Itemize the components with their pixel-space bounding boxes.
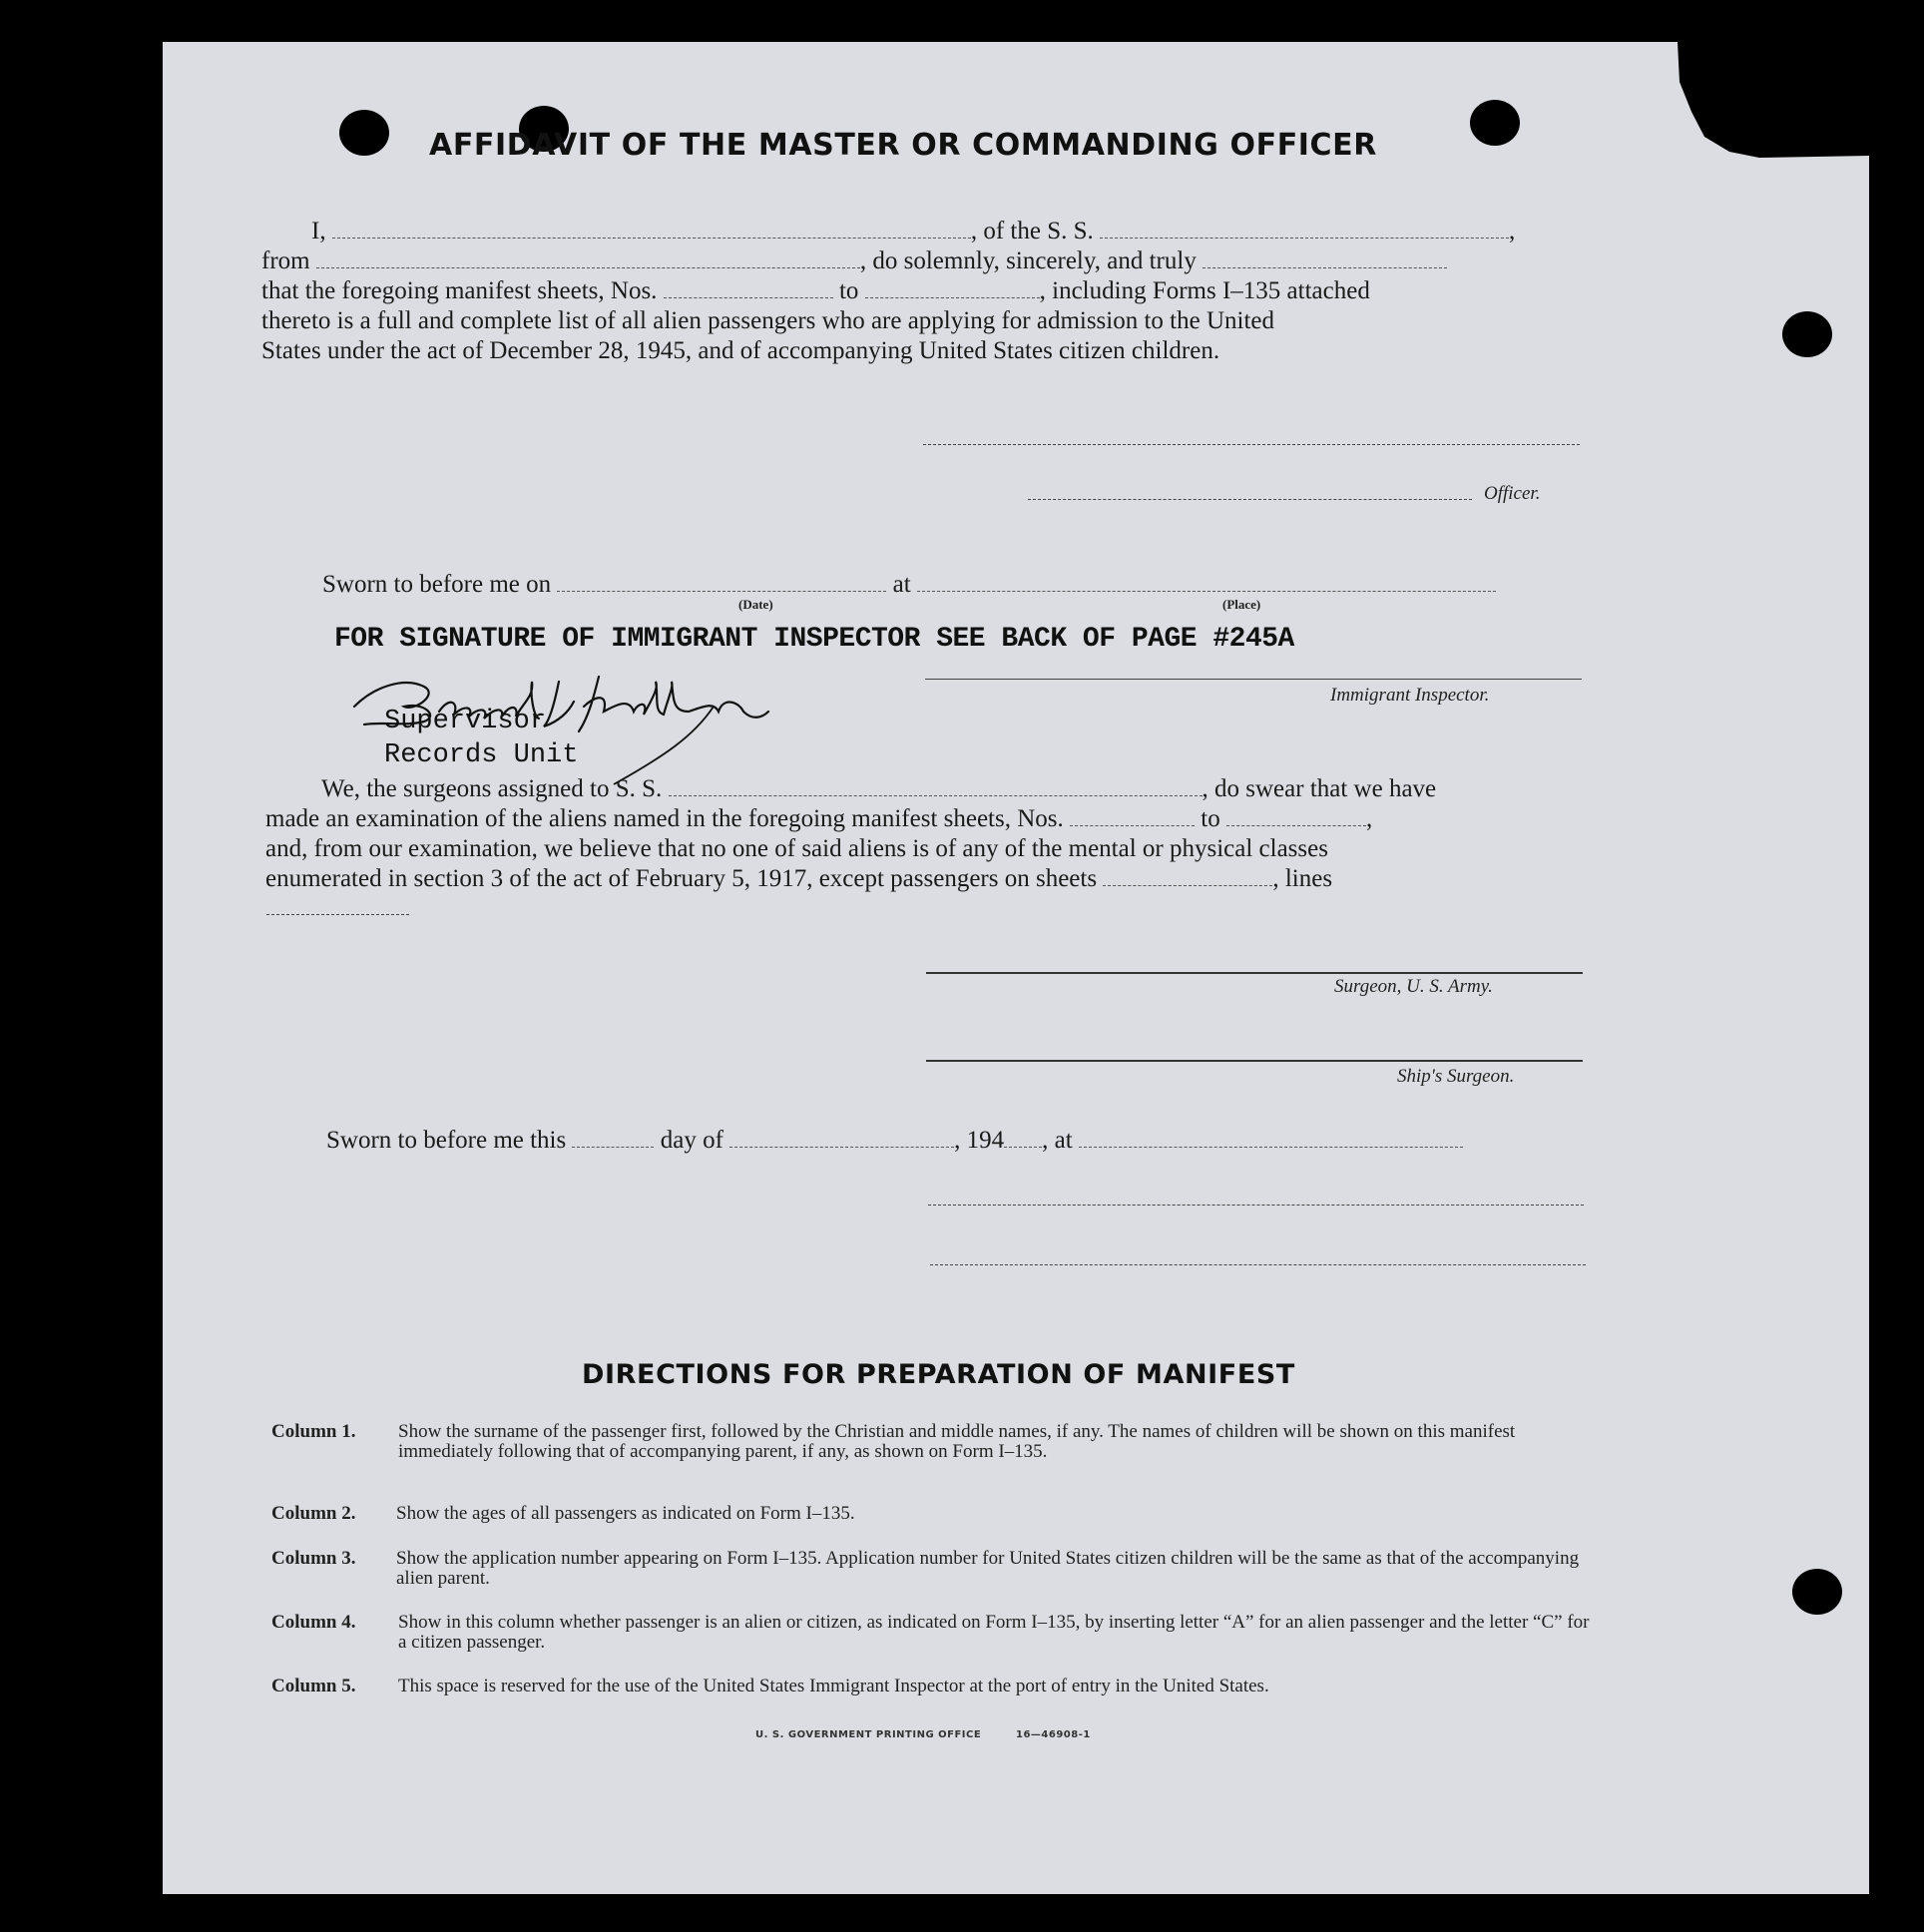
- date-caption: (Date): [738, 597, 773, 612]
- punch-hole: [1470, 100, 1520, 146]
- printer-credit: U. S. GOVERNMENT PRINTING OFFICE: [755, 1729, 982, 1740]
- day-blank[interactable]: [572, 1127, 654, 1148]
- inspector-signature-line[interactable]: [925, 679, 1582, 680]
- sheet-to-blank[interactable]: [865, 277, 1040, 298]
- comma-2: ,: [1365, 805, 1373, 832]
- at-label: at: [892, 571, 911, 598]
- punch-hole: [339, 110, 389, 156]
- sworn2-signature-line-2[interactable]: [930, 1264, 1586, 1265]
- year-blank[interactable]: [1004, 1127, 1042, 1148]
- exam-sheet-from-blank[interactable]: [1070, 805, 1195, 826]
- solemnly-text: , do solemnly, sincerely, and truly: [859, 247, 1197, 274]
- sworn2-signature-line-1[interactable]: [928, 1205, 1584, 1206]
- surgeons-paragraph: [265, 774, 1593, 914]
- forms-attached-text: , including Forms I–135 attached: [1039, 277, 1370, 304]
- truly-blank[interactable]: [1202, 247, 1447, 268]
- affidavit-i: I,: [311, 218, 326, 244]
- to-label: to: [838, 277, 859, 304]
- to-label-2: to: [1201, 805, 1220, 832]
- officer-label: Officer.: [1484, 483, 1541, 504]
- sheet-from-blank[interactable]: [664, 277, 833, 298]
- of-ss-label: , of the S. S.: [970, 218, 1094, 244]
- direction-label: Column 5.: [271, 1676, 356, 1696]
- lines-blank[interactable]: [266, 914, 409, 915]
- ship-surgeon-label: Ship's Surgeon.: [1397, 1066, 1515, 1087]
- sworn-date-blank[interactable]: [557, 571, 886, 592]
- officer-signature-line[interactable]: [923, 444, 1580, 445]
- direction-label: Column 2.: [271, 1503, 356, 1524]
- officer-title-line[interactable]: [1028, 499, 1472, 500]
- name-blank[interactable]: [332, 218, 971, 239]
- sworn-line-1: [322, 570, 1496, 600]
- affidavit-title: AFFIDAVIT OF THE MASTER OR COMMANDING OFFICER: [429, 128, 1377, 163]
- sworn2-place-blank[interactable]: [1079, 1127, 1463, 1148]
- direction-label: Column 4.: [271, 1612, 356, 1633]
- month-blank[interactable]: [729, 1127, 954, 1148]
- stamp-title-records-unit: Records Unit: [384, 740, 579, 770]
- sworn2-prefix: Sworn to before me this: [326, 1127, 567, 1154]
- sworn-prefix: Sworn to before me on: [322, 571, 552, 598]
- affidavit-line4: thereto is a full and complete list of all alien passengers who are applying for admission to the United: [261, 307, 1275, 334]
- affidavit-line5: States under the act of December 28, 1945, and of accompanying United States citizen children.: [261, 337, 1220, 364]
- lines-label: , lines: [1272, 865, 1333, 892]
- direction-text: Show the ages of all passengers as indicated on Form I–135.: [396, 1503, 855, 1524]
- except-sheets-blank[interactable]: [1103, 865, 1272, 886]
- army-surgeon-label: Surgeon, U. S. Army.: [1334, 976, 1493, 997]
- direction-text: Show the application number appearing on Form I–135. Application number for United States citizen children will be the same as that of the accompanying alien parent.: [396, 1548, 1580, 1589]
- place-caption: (Place): [1222, 597, 1261, 612]
- form-code: 16—46908-1: [1016, 1729, 1091, 1740]
- punch-hole: [1792, 1569, 1842, 1615]
- direction-label: Column 1.: [271, 1421, 356, 1442]
- swear-text: , do swear that we have: [1202, 775, 1437, 802]
- direction-label: Column 3.: [271, 1548, 356, 1569]
- stamp-title-supervisor: Supervisor: [384, 707, 547, 736]
- enumerated-text: enumerated in section 3 of the act of February 5, 1917, except passengers on sheets: [265, 865, 1098, 892]
- direction-text: This space is reserved for the use of the United States Immigrant Inspector at the port of entry in the United States.: [398, 1676, 1269, 1696]
- typed-notice: FOR SIGNATURE OF IMMIGRANT INSPECTOR SEE BACK OF PAGE #245A: [334, 624, 1294, 655]
- direction-text: Show the surname of the passenger first, followed by the Christian and middle names, if any. The names of children will be shown on this manifest immediately following that of accompanying parent, if any, as shown on Form I–135.: [398, 1421, 1516, 1462]
- manifest-sheets-text: that the foregoing manifest sheets, Nos.: [261, 277, 658, 304]
- from-label: from: [261, 247, 310, 274]
- army-surgeon-signature-line[interactable]: [926, 972, 1583, 974]
- comma: ,: [1509, 218, 1516, 244]
- year-label: , 194: [954, 1127, 1005, 1154]
- at-label-2: , at: [1042, 1127, 1073, 1154]
- from-blank[interactable]: [316, 247, 860, 268]
- sworn-place-blank[interactable]: [917, 571, 1496, 592]
- surgeon-ship-blank[interactable]: [669, 775, 1202, 796]
- exam-sheet-to-blank[interactable]: [1226, 805, 1366, 826]
- surgeons-line3: and, from our examination, we believe that no one of said aliens is of any of the mental or physical classes: [265, 835, 1328, 862]
- ship-surgeon-signature-line[interactable]: [926, 1060, 1583, 1062]
- directions-title: DIRECTIONS FOR PREPARATION OF MANIFEST: [582, 1359, 1295, 1390]
- direction-text: Show in this column whether passenger is an alien or citizen, as indicated on Form I–135, by inserting letter “A” for an alien passenger and the letter “C” for a citizen passenger.: [398, 1612, 1590, 1653]
- punch-hole: [1782, 311, 1832, 357]
- examination-text: made an examination of the aliens named in the foregoing manifest sheets, Nos.: [265, 805, 1064, 832]
- ship-blank[interactable]: [1100, 218, 1509, 239]
- affidavit-paragraph: [261, 217, 1584, 366]
- immigrant-inspector-label: Immigrant Inspector.: [1330, 685, 1490, 706]
- surgeons-assigned-text: We, the surgeons assigned to S. S.: [321, 775, 663, 802]
- sworn-line-2: [326, 1126, 1463, 1156]
- day-of-label: day of: [660, 1127, 723, 1154]
